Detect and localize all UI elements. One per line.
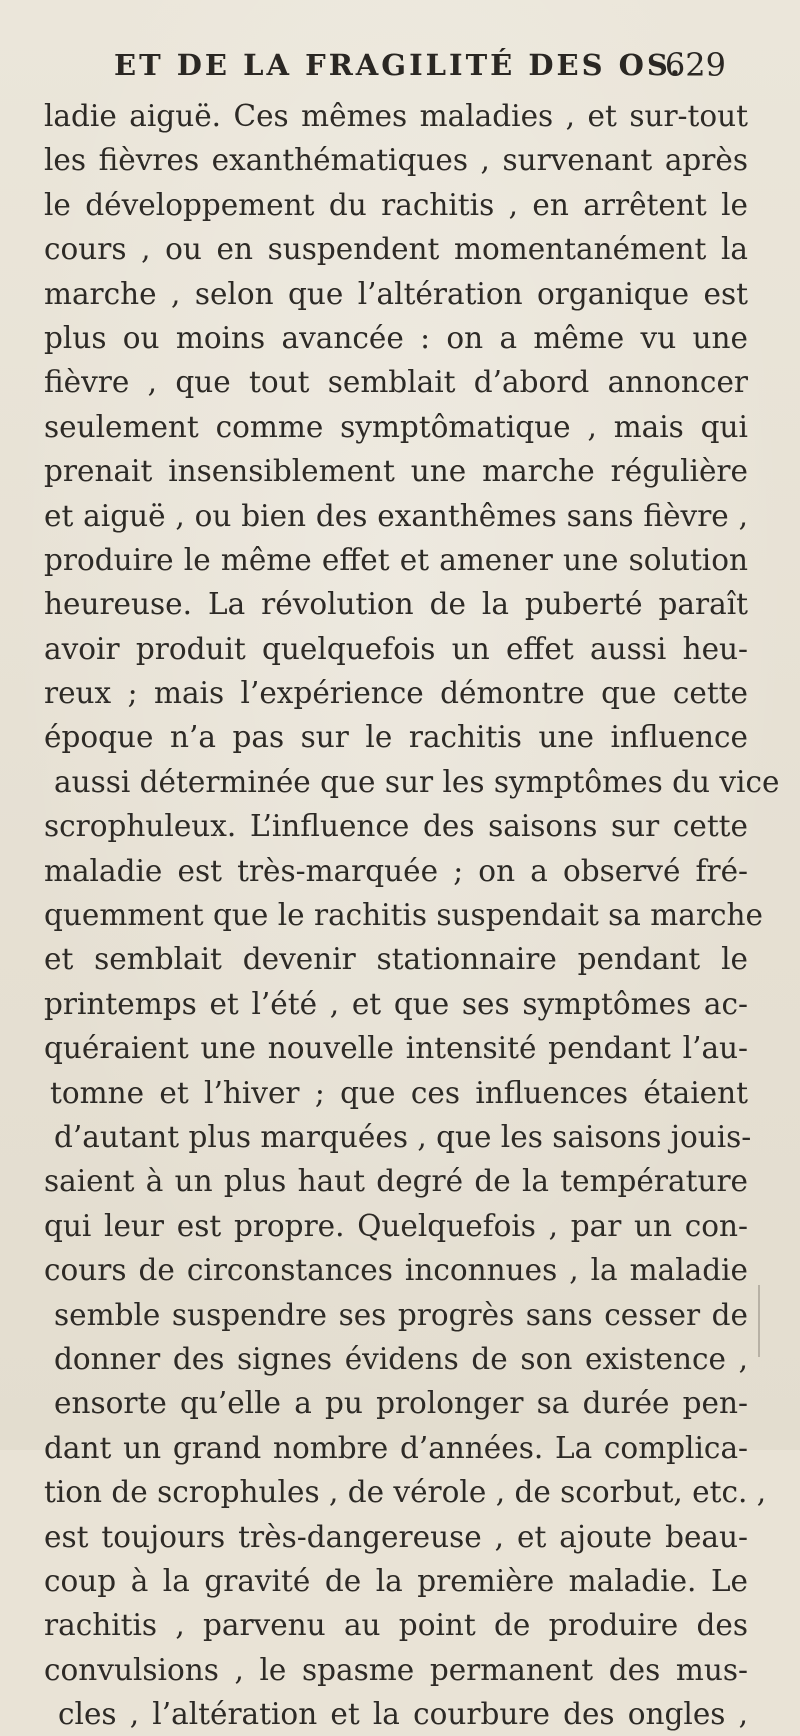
- text-line: cours de circonstances inconnues , la maladie: [44, 1253, 748, 1288]
- running-title: ET DE LA FRAGILITÉ DES OS.: [114, 48, 683, 82]
- text-line: le développement du rachitis , en arrêtent le: [44, 187, 748, 222]
- text-line: heureuse. La révolution de la puberté paraît: [44, 587, 748, 622]
- text-line: avoir produit quelquefois un effet aussi heu-: [44, 631, 748, 666]
- text-line: plus ou moins avancée : on a même vu une: [44, 320, 748, 355]
- text-line: quéraient une nouvelle intensité pendant l’au-: [44, 1031, 748, 1066]
- text-line: reux ; mais l’expérience démontre que cette: [44, 676, 748, 711]
- text-line: qui leur est propre. Quelquefois , par un con-: [44, 1208, 748, 1243]
- text-line: ensorte qu’elle a pu prolonger sa durée pen-: [54, 1386, 748, 1421]
- text-line: est toujours très-dangereuse , et ajoute beau-: [44, 1519, 748, 1554]
- text-line: ladie aiguë. Ces mêmes maladies , et sur-tout: [44, 99, 748, 133]
- text-line: rachitis , parvenu au point de produire des: [44, 1608, 748, 1643]
- text-line: dant un grand nombre d’années. La complica-: [44, 1430, 748, 1465]
- running-head: [96, 48, 726, 92]
- text-line: et aiguë , ou bien des exanthêmes sans fièvre ,: [44, 498, 748, 533]
- margin-mark: [758, 1285, 760, 1357]
- text-line: donner des signes évidens de son existence ,: [54, 1341, 748, 1376]
- text-line: cours , ou en suspendent momentanément la: [44, 232, 748, 267]
- text-line: printemps et l’été , et que ses symptômes ac-: [44, 986, 748, 1021]
- page-number: 629: [664, 46, 726, 84]
- text-line: marche , selon que l’altération organique est: [44, 276, 748, 311]
- text-line: coup à la gravité de la première maladie. Le: [44, 1563, 748, 1598]
- text-line: les fièvres exanthématiques , survenant après: [44, 143, 748, 178]
- text-line: aussi déterminée que sur les symptômes du vice: [54, 764, 780, 799]
- text-line: tion de scrophules , de vérole , de scorbut, etc. ,: [44, 1475, 767, 1510]
- text-line: maladie est très-marquée ; on a observé fré-: [44, 853, 748, 888]
- text-line: produire le même effet et amener une solution: [44, 542, 748, 577]
- text-line: d’autant plus marquées , que les saisons jouis-: [54, 1119, 752, 1154]
- text-line: fièvre , que tout semblait d’abord annoncer: [44, 365, 748, 400]
- text-line: saient à un plus haut degré de la température: [44, 1164, 748, 1199]
- body-text: [44, 94, 780, 1736]
- text-line: prenait insensiblement une marche régulière: [44, 454, 748, 489]
- text-line: convulsions , le spasme permanent des mus-: [44, 1652, 748, 1687]
- text-line: cles , l’altération et la courbure des ongles ,: [58, 1697, 748, 1732]
- text-line: tomne et l’hiver ; que ces influences étaient: [50, 1075, 748, 1110]
- text-line: époque n’a pas sur le rachitis une influence: [44, 720, 748, 755]
- text-line: quemment que le rachitis suspendait sa marche: [44, 898, 763, 933]
- text-line: seulement comme symptômatique , mais qui: [44, 409, 748, 444]
- text-line: scrophuleux. L’influence des saisons sur cette: [44, 809, 748, 844]
- text-line: et semblait devenir stationnaire pendant le: [44, 942, 748, 977]
- text-line: semble suspendre ses progrès sans cesser de: [54, 1297, 748, 1332]
